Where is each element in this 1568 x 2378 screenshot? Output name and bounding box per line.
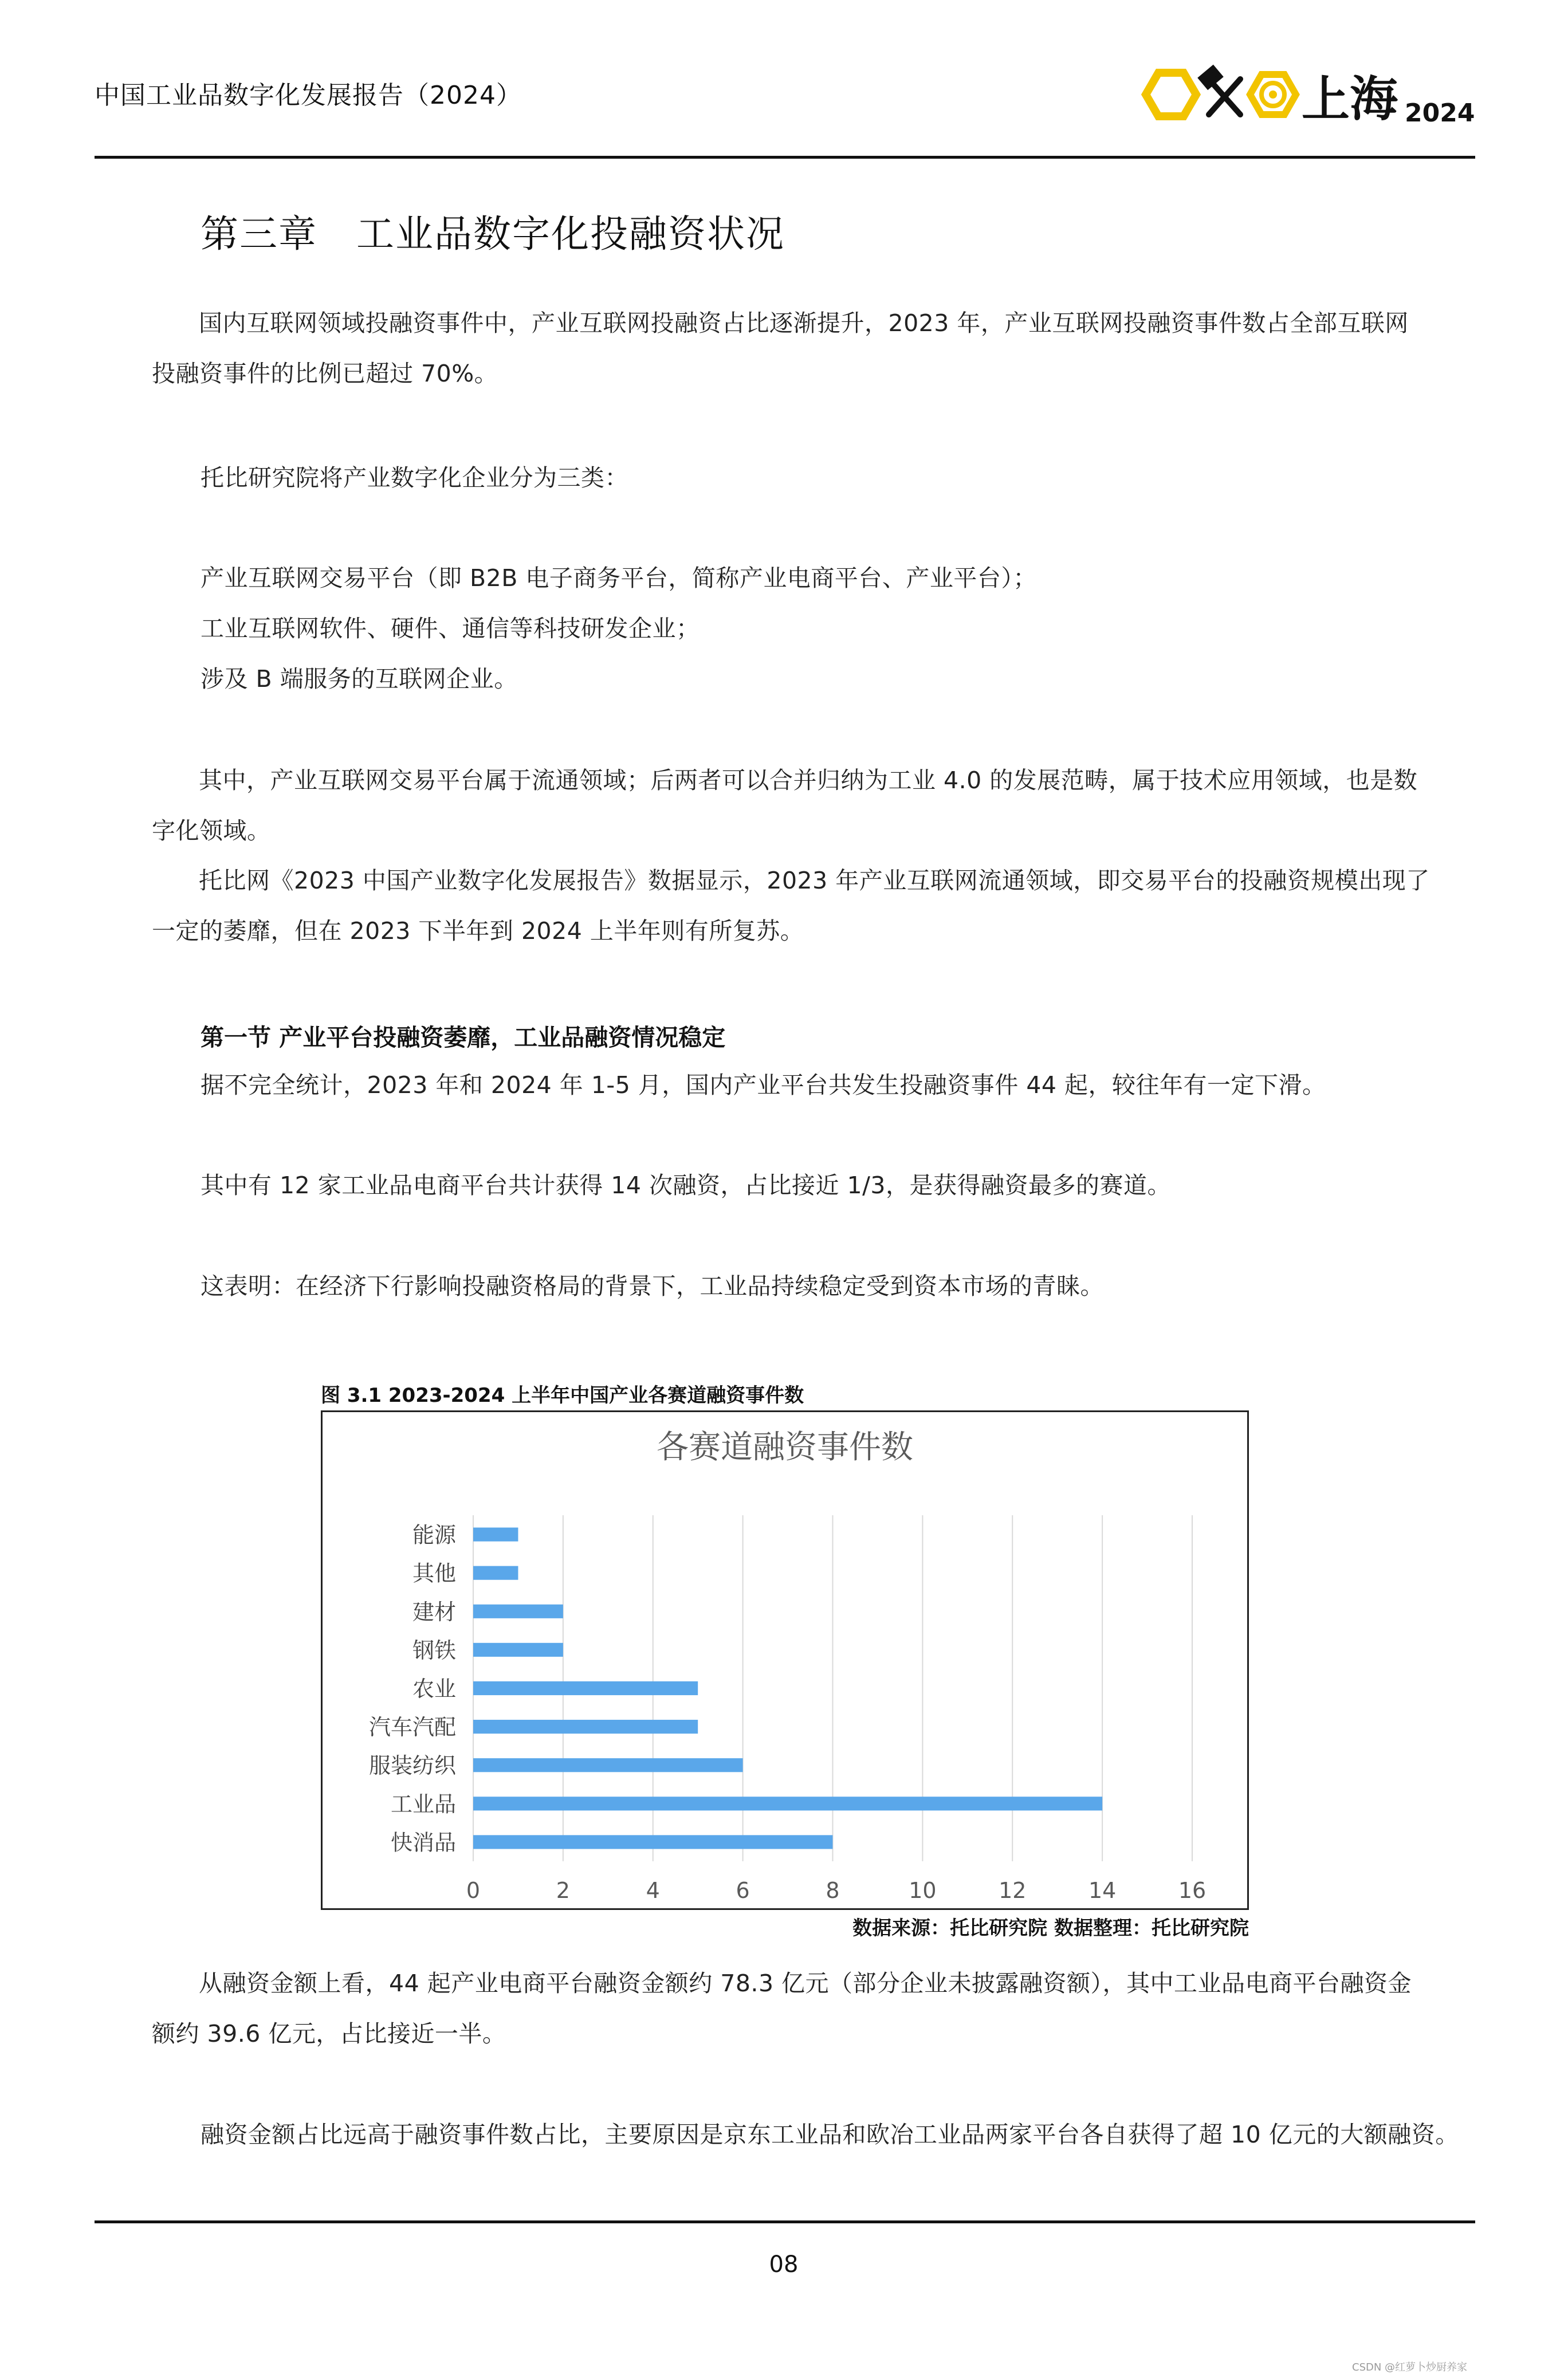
category-label: 快消品 xyxy=(390,1830,456,1856)
watermark: CSDN @红萝卜炒厨养家 xyxy=(1352,2361,1468,2373)
bar-4 xyxy=(473,1681,698,1695)
x-tick-label: 4 xyxy=(646,1878,660,1903)
paragraph-9: 融资金额占比远高于融资事件数占比，主要原因是京东工业品和欧冶工业品两家平台各自获得了超 10 亿元的大额融资。 xyxy=(201,2121,1459,2148)
tools-icon xyxy=(1201,69,1240,115)
x-tick-label: 10 xyxy=(909,1878,937,1903)
paragraph-8: 从融资金额上看，44 起产业电商平台融资金额约 78.3 亿元（部分企业未披露融资额），其中工业品电商平台融资金额约 39.6 亿元，占比接近一半。 xyxy=(152,1970,1412,2047)
figure-source: 数据来源：托比研究院 数据整理：托比研究院 xyxy=(852,1917,1249,1940)
bar-3 xyxy=(473,1643,563,1657)
category-label: 能源 xyxy=(412,1522,456,1548)
bar-8 xyxy=(473,1835,833,1849)
paragraph-3: 其中，产业互联网交易平台属于流通领域；后两者可以合并归纳为工业 4.0 的发展范畴，属于技术应用领域，也是数字化领域。 xyxy=(152,767,1418,844)
logo-text: 上海 xyxy=(1302,70,1398,127)
section-heading: 第一节 产业平台投融资萎靡，工业品融资情况稳定 xyxy=(201,1024,726,1051)
paragraph-2: 托比研究院将产业数字化企业分为三类： xyxy=(201,464,628,492)
x-tick-label: 0 xyxy=(466,1878,481,1903)
bar-1 xyxy=(473,1566,518,1580)
list-item-3: 涉及 B 端服务的互联网企业。 xyxy=(201,665,518,693)
report-title: 中国工业品数字化发展报告（2024） xyxy=(95,81,522,110)
bar-6 xyxy=(473,1758,743,1772)
category-label: 建材 xyxy=(412,1599,456,1625)
chart-category-labels xyxy=(369,1523,457,1856)
chart-title: 各赛道融资事件数 xyxy=(657,1429,913,1466)
logo-year: 2024 xyxy=(1405,99,1475,128)
figure-caption: 图 3.1 2023-2024 上半年中国产业各赛道融资事件数 xyxy=(321,1384,804,1407)
category-label: 服装纺织 xyxy=(368,1753,456,1779)
paragraph-4: 托比网《2023 中国产业数字化发展报告》数据显示，2023 年产业互联网流通领域，即交易平台的投融资规模出现了一定的萎靡，但在 2023 下半年到 2024 上半年则有所复苏。 xyxy=(152,867,1430,945)
chart-canvas xyxy=(323,1412,1247,1908)
category-label: 钢铁 xyxy=(412,1637,456,1663)
x-tick-label: 12 xyxy=(999,1878,1027,1903)
bar-chart xyxy=(321,1410,1249,1910)
chart-bars xyxy=(473,1527,1102,1849)
paragraph-5: 据不完全统计，2023 年和 2024 年 1-5 月，国内产业平台共发生投融资事件 44 起，较往年有一定下滑。 xyxy=(201,1071,1326,1099)
bar-2 xyxy=(473,1605,563,1618)
paragraph-1: 国内互联网领域投融资事件中，产业互联网投融资占比逐渐提升，2023 年，产业互联网投融资事件数占全部互联网投融资事件的比例已超过 70%。 xyxy=(152,309,1409,387)
x-tick-label: 6 xyxy=(736,1878,750,1903)
list-item-2: 工业互联网软件、硬件、通信等科技研发企业； xyxy=(201,615,700,642)
chapter-heading: 第三章 工业品数字化投融资状况 xyxy=(201,212,785,256)
bar-7 xyxy=(473,1797,1102,1810)
hexagon-outline-icon xyxy=(1146,73,1196,116)
paragraph-7: 这表明：在经济下行影响投融资格局的背景下，工业品持续稳定受到资本市场的青睐。 xyxy=(201,1272,1104,1300)
category-label: 农业 xyxy=(412,1676,456,1701)
list-item-1: 产业互联网交易平台（即 B2B 电子商务平台，简称产业电商平台、产业平台）； xyxy=(201,564,1037,592)
x-tick-label: 2 xyxy=(556,1878,570,1903)
bar-5 xyxy=(473,1720,698,1734)
category-label: 工业品 xyxy=(390,1791,456,1817)
bar-0 xyxy=(473,1527,518,1541)
header-divider xyxy=(95,156,1475,159)
paragraph-6: 其中有 12 家工业品电商平台共计获得 14 次融资，占比接近 1/3，是获得融资最多的赛道。 xyxy=(201,1172,1171,1199)
category-label: 汽车汽配 xyxy=(368,1715,456,1740)
category-label: 其他 xyxy=(412,1561,456,1586)
page-number: 08 xyxy=(769,2251,799,2278)
chart-x-ticks xyxy=(466,1878,1206,1903)
x-tick-label: 14 xyxy=(1088,1878,1117,1903)
x-tick-label: 16 xyxy=(1178,1878,1207,1903)
header-logo xyxy=(1123,52,1490,137)
footer-divider xyxy=(95,2220,1475,2223)
x-tick-label: 8 xyxy=(826,1878,840,1903)
